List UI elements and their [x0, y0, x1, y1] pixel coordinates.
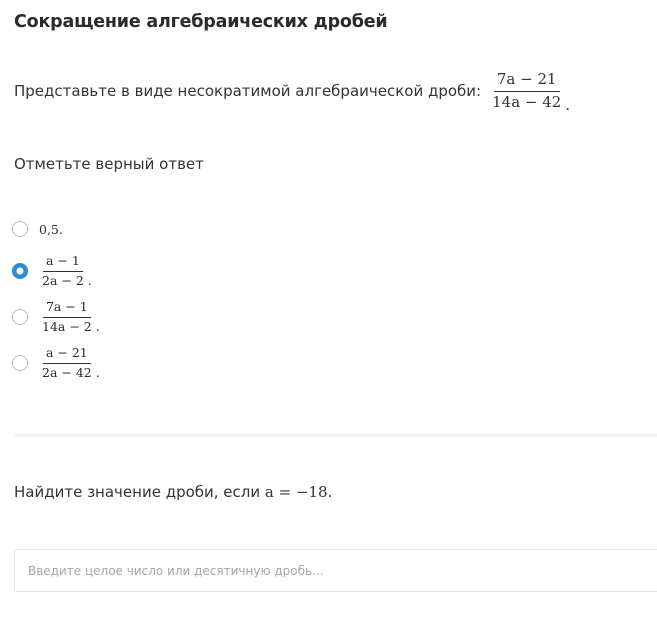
option-2[interactable] — [12, 248, 100, 294]
option-fraction — [39, 300, 95, 334]
option-label — [39, 222, 63, 237]
option-label — [39, 346, 100, 380]
task-statement — [14, 68, 570, 114]
task-fraction-denominator: 14a − 42 — [492, 92, 562, 111]
second-question-end: . — [327, 483, 333, 501]
option-label — [39, 254, 92, 288]
option-3[interactable] — [12, 294, 100, 340]
second-question-math: a = −18 — [264, 483, 328, 501]
option-end: . — [58, 221, 63, 237]
option-numerator: a − 21 — [43, 346, 91, 363]
option-label — [39, 300, 100, 334]
option-value: 0,5 — [39, 221, 59, 237]
option-4[interactable] — [12, 340, 100, 386]
answer-options — [12, 210, 100, 386]
task-text: Представьте в виде несократимой алгебраической дроби: — [14, 82, 482, 100]
option-end: . — [87, 272, 92, 288]
option-denominator: 2a − 42 — [42, 364, 92, 380]
option-denominator: 14a − 2 — [42, 318, 92, 334]
radio-button[interactable] — [12, 309, 28, 325]
option-denominator: 2a − 2 — [42, 272, 84, 288]
task-fraction — [489, 71, 564, 111]
option-end: . — [95, 364, 100, 380]
second-question — [14, 483, 332, 501]
option-end: . — [95, 318, 100, 334]
radio-button-selected[interactable] — [12, 263, 28, 279]
section-divider — [14, 433, 657, 437]
option-fraction — [39, 254, 87, 288]
task-end: . — [565, 96, 571, 114]
option-numerator: 7a − 1 — [43, 300, 91, 317]
radio-button[interactable] — [12, 221, 28, 237]
radio-button[interactable] — [12, 355, 28, 371]
option-fraction — [39, 346, 95, 380]
task-fraction-numerator: 7a − 21 — [494, 71, 560, 91]
option-numerator: a − 1 — [43, 254, 83, 271]
option-1[interactable] — [12, 210, 100, 248]
answer-prompt: Отметьте верный ответ — [14, 155, 204, 173]
answer-input[interactable] — [14, 549, 657, 592]
second-question-text: Найдите значение дроби, если — [14, 483, 261, 501]
page-title: Сокращение алгебраических дробей — [14, 12, 388, 32]
